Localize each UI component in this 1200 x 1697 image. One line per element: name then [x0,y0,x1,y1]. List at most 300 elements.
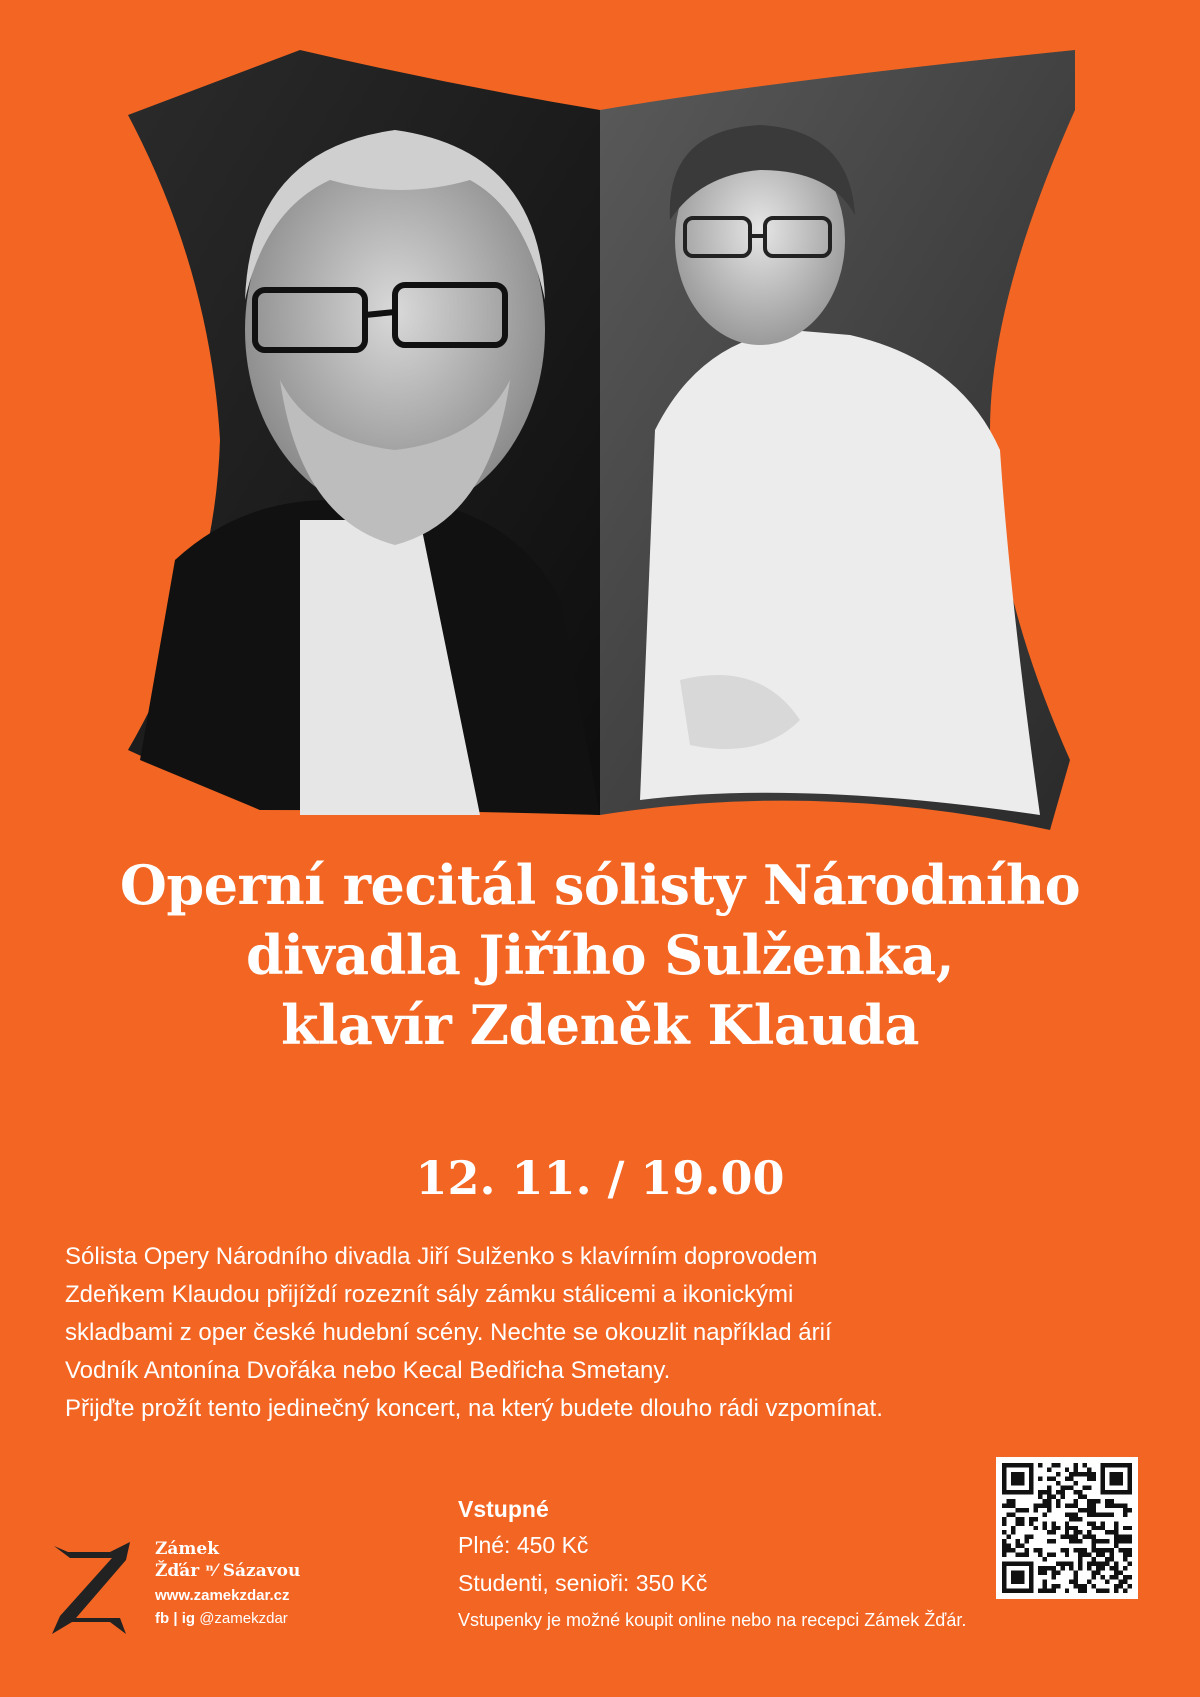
qr-module [1128,1535,1132,1539]
qr-module [1105,1539,1109,1543]
qr-module [1038,1503,1042,1507]
qr-module [1020,1562,1024,1566]
qr-module [1047,1589,1051,1593]
qr-module [1083,1472,1087,1476]
qr-module [1029,1490,1033,1494]
qr-module [1105,1499,1109,1503]
qr-module [1015,1544,1019,1548]
qr-module [1069,1517,1073,1521]
qr-module [1114,1476,1118,1480]
qr-module [1029,1517,1033,1521]
qr-module [1042,1490,1046,1494]
qr-module [1006,1544,1010,1548]
qr-module [1114,1472,1118,1476]
qr-module [1033,1548,1037,1552]
qr-module [1060,1562,1064,1566]
qr-module [1069,1566,1073,1570]
qr-module [1087,1535,1091,1539]
qr-module [1047,1553,1051,1557]
ticket-full-price: Plné: 450 Kč [458,1532,589,1558]
qr-module [1033,1526,1037,1530]
qr-module [1029,1566,1033,1570]
qr-module [1105,1463,1109,1467]
qr-module [1087,1499,1091,1503]
qr-module [1047,1467,1051,1471]
qr-module [1083,1463,1087,1467]
qr-module [1024,1490,1028,1494]
qr-module [1074,1530,1078,1534]
qr-module [1011,1481,1015,1485]
qr-module [1101,1512,1105,1516]
qr-module [1020,1571,1024,1575]
qr-module [1128,1548,1132,1552]
qr-module [1051,1584,1055,1588]
qr-module [1083,1508,1087,1512]
qr-module [1056,1472,1060,1476]
qr-module [1042,1584,1046,1588]
qr-module [1096,1553,1100,1557]
qr-module [1074,1463,1078,1467]
qr-module [1051,1575,1055,1579]
qr-module [1065,1535,1069,1539]
qr-module [1119,1580,1123,1584]
qr-module [1002,1530,1006,1534]
qr-module [1101,1490,1105,1494]
qr-module [1074,1490,1078,1494]
qr-module [1011,1463,1015,1467]
qr-module [1056,1499,1060,1503]
qr-module [1011,1503,1015,1507]
qr-module [1029,1472,1033,1476]
qr-module [1083,1553,1087,1557]
qr-module [1069,1580,1073,1584]
qr-module [1110,1481,1114,1485]
qr-module [1092,1503,1096,1507]
qr-module [1011,1575,1015,1579]
qr-module [1047,1530,1051,1534]
qr-module [1128,1508,1132,1512]
qr-module [1119,1490,1123,1494]
qr-module [1029,1476,1033,1480]
qr-module [1006,1548,1010,1552]
qr-module [1078,1472,1082,1476]
qr-module [1011,1476,1015,1480]
qr-module [1110,1490,1114,1494]
qr-module [1092,1548,1096,1552]
qr-module [1105,1503,1109,1507]
qr-module [1074,1526,1078,1530]
qr-module [1074,1472,1078,1476]
qr-module [1074,1481,1078,1485]
qr-module [1024,1589,1028,1593]
qr-module [1056,1526,1060,1530]
qr-module [1006,1463,1010,1467]
qr-module [1065,1521,1069,1525]
qr-module [1087,1508,1091,1512]
qr-module [1056,1571,1060,1575]
qr-module [1110,1463,1114,1467]
qr-module [1015,1580,1019,1584]
qr-module [1123,1589,1127,1593]
qr-module [1020,1580,1024,1584]
qr-module [1101,1472,1105,1476]
qr-module [1101,1526,1105,1530]
qr-module [1029,1589,1033,1593]
qr-module [1114,1503,1118,1507]
qr-module [1114,1463,1118,1467]
qr-module [1060,1566,1064,1570]
qr-module [1078,1557,1082,1561]
qr-module [1011,1548,1015,1552]
photo-frame [0,0,1200,830]
qr-module [1042,1571,1046,1575]
qr-module [1002,1490,1006,1494]
qr-module [1029,1571,1033,1575]
qr-module [1024,1535,1028,1539]
qr-module [1029,1521,1033,1525]
qr-module [1042,1557,1046,1561]
title-line: divadla Jiřího Sulženka, [245,923,955,987]
qr-module [1101,1553,1105,1557]
qr-module [1011,1526,1015,1530]
qr-module [1002,1472,1006,1476]
qr-module [1105,1589,1109,1593]
z-logo-icon [50,1538,132,1638]
qr-module [1006,1490,1010,1494]
venue-logo [50,1538,350,1638]
qr-module [1092,1526,1096,1530]
qr-module [1092,1512,1096,1516]
qr-module [1069,1476,1073,1480]
qr-module [1015,1481,1019,1485]
qr-module [1015,1589,1019,1593]
qr-module [1087,1485,1091,1489]
qr-module [1105,1580,1109,1584]
qr-module [1047,1508,1051,1512]
qr-module [1101,1566,1105,1570]
qr-module [1038,1463,1042,1467]
qr-module [1092,1535,1096,1539]
qr-module [1002,1544,1006,1548]
qr-module [1119,1571,1123,1575]
qr-module [1087,1521,1091,1525]
qr-module [1123,1580,1127,1584]
qr-module [1042,1512,1046,1516]
qr-module [1078,1530,1082,1534]
qr-module [1123,1557,1127,1561]
qr-module [1078,1562,1082,1566]
qr-module [1042,1566,1046,1570]
qr-module [1011,1530,1015,1534]
qr-module [1087,1503,1091,1507]
qr-module [1101,1463,1105,1467]
qr-module [1092,1539,1096,1543]
qr-module [1110,1566,1114,1570]
qr-module [1087,1467,1091,1471]
qr-module [1069,1535,1073,1539]
qr-module [1096,1566,1100,1570]
qr-module [1002,1562,1006,1566]
qr-module [1128,1490,1132,1494]
qr-module [1006,1562,1010,1566]
qr-module [1123,1566,1127,1570]
qr-module [1087,1512,1091,1516]
qr-module [1092,1508,1096,1512]
qr-module [1096,1526,1100,1530]
qr-module [1087,1566,1091,1570]
qr-module [1002,1548,1006,1552]
qr-module [1015,1521,1019,1525]
right-portrait [600,50,1075,830]
qr-module [1047,1490,1051,1494]
qr-module [1015,1463,1019,1467]
qr-module [1038,1548,1042,1552]
qr-module [1083,1494,1087,1498]
qr-module [1119,1503,1123,1507]
qr-module [1015,1517,1019,1521]
qr-module [1020,1476,1024,1480]
qr-module [1011,1472,1015,1476]
qr-module [1105,1557,1109,1561]
qr-module [1038,1566,1042,1570]
qr-module [1114,1539,1118,1543]
description-line: Sólista Opery Národního divadla Jiří Sulženko s klavírním doprovodem [65,1243,818,1270]
qr-module [1029,1467,1033,1471]
qr-module [1110,1575,1114,1579]
qr-module [1087,1472,1091,1476]
qr-module [1056,1490,1060,1494]
qr-module [1092,1472,1096,1476]
qr-module [1042,1499,1046,1503]
qr-module [1051,1530,1055,1534]
qr-module [1002,1521,1006,1525]
qr-module [1020,1472,1024,1476]
qr-module [1042,1521,1046,1525]
qr-module [1051,1571,1055,1575]
qr-module [1038,1589,1042,1593]
qr-module [1015,1472,1019,1476]
qr-module [1047,1476,1051,1480]
qr-module [1101,1467,1105,1471]
qr-module [1002,1584,1006,1588]
qr-module [1056,1584,1060,1588]
qr-module [1020,1521,1024,1525]
qr-module [1123,1508,1127,1512]
qr-module [1114,1562,1118,1566]
qr-module [1128,1481,1132,1485]
qr-module [1110,1476,1114,1480]
qr-module [1092,1584,1096,1588]
qr-module [1078,1508,1082,1512]
qr-module [1051,1526,1055,1530]
qr-module [1065,1530,1069,1534]
website-link[interactable]: www.zamekzdar.cz [155,1587,290,1604]
qr-module [1038,1571,1042,1575]
qr-module [1011,1562,1015,1566]
qr-code-icon[interactable] [996,1457,1138,1599]
qr-module [1002,1571,1006,1575]
qr-module [1042,1503,1046,1507]
qr-module [1015,1508,1019,1512]
qr-module [1033,1508,1037,1512]
qr-module [1015,1575,1019,1579]
qr-module [1002,1589,1006,1593]
qr-module [1101,1521,1105,1525]
qr-module [1056,1503,1060,1507]
qr-module [1069,1526,1073,1530]
qr-module [1101,1575,1105,1579]
qr-module [1002,1476,1006,1480]
qr-module [1042,1526,1046,1530]
qr-module [1087,1553,1091,1557]
social-handle[interactable] [155,1608,300,1630]
qr-module [1029,1580,1033,1584]
qr-module [1065,1467,1069,1471]
qr-module [1105,1530,1109,1534]
qr-module [1029,1584,1033,1588]
qr-module [1020,1517,1024,1521]
qr-module [1011,1490,1015,1494]
qr-module [1096,1548,1100,1552]
qr-module [1065,1526,1069,1530]
qr-module [1105,1512,1109,1516]
qr-module [1128,1463,1132,1467]
description-line: Vodník Antonína Dvořáka nebo Kecal Bedřicha Smetany. [65,1357,671,1384]
qr-module [1110,1499,1114,1503]
qr-module [1078,1589,1082,1593]
qr-module [1047,1494,1051,1498]
qr-module [1038,1553,1042,1557]
qr-module [1056,1481,1060,1485]
qr-module [1006,1535,1010,1539]
qr-module [1060,1490,1064,1494]
qr-module [1002,1539,1006,1543]
qr-module [1096,1539,1100,1543]
qr-module [1119,1463,1123,1467]
qr-module [1078,1584,1082,1588]
qr-module [1096,1499,1100,1503]
qr-module [1078,1539,1082,1543]
qr-module [1060,1548,1064,1552]
qr-module [1024,1539,1028,1543]
qr-module [1002,1553,1006,1557]
qr-module [1123,1539,1127,1543]
qr-module [1074,1575,1078,1579]
qr-module [1024,1463,1028,1467]
qr-module [1060,1485,1064,1489]
qr-module [1123,1512,1127,1516]
description-line: Zdeňkem Klaudou přijíždí rozeznít sály zámku stálicemi a ikonickými [65,1281,794,1308]
qr-module [1002,1481,1006,1485]
qr-module [1015,1539,1019,1543]
qr-module [1074,1499,1078,1503]
qr-module [1065,1503,1069,1507]
qr-module [1047,1485,1051,1489]
qr-module [1114,1481,1118,1485]
qr-module [1011,1589,1015,1593]
qr-module [1123,1526,1127,1530]
qr-module [1065,1589,1069,1593]
qr-module [1038,1476,1042,1480]
qr-module [1020,1463,1024,1467]
qr-module [1123,1463,1127,1467]
qr-module [1020,1589,1024,1593]
qr-module [1114,1584,1118,1588]
qr-module [1074,1580,1078,1584]
qr-module [1123,1535,1127,1539]
qr-module [1015,1553,1019,1557]
qr-module [1074,1584,1078,1588]
qr-module [1015,1476,1019,1480]
qr-module [1024,1562,1028,1566]
qr-module [1101,1476,1105,1480]
qr-module [1074,1539,1078,1543]
qr-module [1123,1503,1127,1507]
qr-module [1114,1535,1118,1539]
qr-module [1051,1539,1055,1543]
qr-module [1096,1512,1100,1516]
qr-module [1123,1490,1127,1494]
qr-module [1074,1517,1078,1521]
qr-module [1011,1499,1015,1503]
qr-module [1092,1557,1096,1561]
qr-module [1119,1481,1123,1485]
qr-module [1029,1463,1033,1467]
qr-module [1128,1467,1132,1471]
qr-module [1024,1508,1028,1512]
qr-module [1083,1589,1087,1593]
qr-module [1038,1490,1042,1494]
qr-module [1065,1548,1069,1552]
qr-module [1011,1580,1015,1584]
qr-module [1024,1553,1028,1557]
qr-module [1047,1539,1051,1543]
qr-module [1006,1512,1010,1516]
qr-module [1110,1557,1114,1561]
qr-module [1110,1548,1114,1552]
qr-module [1087,1562,1091,1566]
qr-module [1065,1485,1069,1489]
qr-module [1020,1575,1024,1579]
qr-module [1114,1521,1118,1525]
qr-module [1101,1589,1105,1593]
qr-module [1078,1553,1082,1557]
qr-module [1024,1548,1028,1552]
qr-module [1002,1517,1006,1521]
logo-text [155,1538,300,1630]
qr-module [1114,1566,1118,1570]
qr-module [1128,1526,1132,1530]
qr-module [1123,1548,1127,1552]
qr-module [1002,1566,1006,1570]
qr-module [1065,1476,1069,1480]
qr-module [1002,1485,1006,1489]
qr-module [1087,1530,1091,1534]
qr-module [1092,1521,1096,1525]
social-prefix: fb | ig [155,1610,196,1627]
qr-module [1128,1485,1132,1489]
title-line: Operní recitál sólisty Národního [119,853,1081,917]
qr-module [1042,1589,1046,1593]
qr-module [1101,1548,1105,1552]
qr-module [1074,1535,1078,1539]
qr-module [1069,1472,1073,1476]
qr-module [1101,1562,1105,1566]
qr-module [1083,1548,1087,1552]
ticket-note: Vstupenky je možné koupit online nebo na recepci Zámek Žďár. [458,1610,967,1630]
qr-module [1006,1589,1010,1593]
qr-module [1038,1494,1042,1498]
